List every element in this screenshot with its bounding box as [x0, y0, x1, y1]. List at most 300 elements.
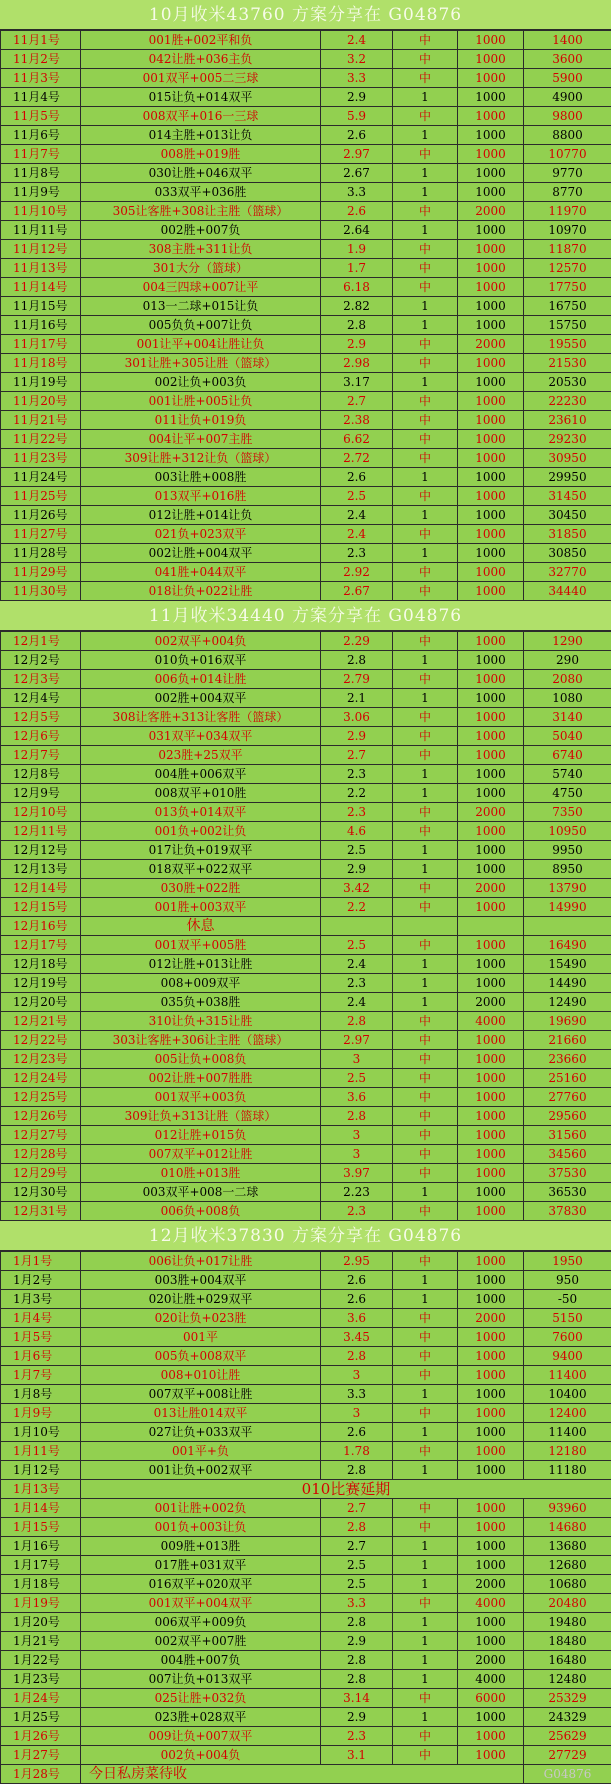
- result-cell: 1: [393, 1651, 458, 1670]
- result-cell: 1: [393, 1385, 458, 1404]
- date-cell: 11月14号: [1, 278, 81, 297]
- table-row: [1, 860, 611, 879]
- total-cell: 9800: [524, 107, 611, 126]
- stake-cell: 1000: [458, 689, 524, 708]
- odds-cell: 2.5: [321, 1556, 393, 1575]
- pick-cell: 001让胜+002负: [81, 1499, 321, 1518]
- date-cell: 11月1号: [1, 31, 81, 50]
- date-cell: 11月2号: [1, 50, 81, 69]
- section-header: 11月收米34440 方案分享在 G04876: [0, 601, 611, 631]
- stake-cell: 2000: [458, 993, 524, 1012]
- total-cell: 25329: [524, 1689, 611, 1708]
- odds-cell: 2.7: [321, 746, 393, 765]
- total-cell: 10950: [524, 822, 611, 841]
- pick-cell: 020让胜+029双平: [81, 1290, 321, 1309]
- odds-cell: 3.3: [321, 183, 393, 202]
- odds-cell: 2.4: [321, 955, 393, 974]
- date-cell: 11月25号: [1, 487, 81, 506]
- date-cell: 12月23号: [1, 1050, 81, 1069]
- total-cell: 19690: [524, 1012, 611, 1031]
- total-cell: 9770: [524, 164, 611, 183]
- stake-cell: 1000: [458, 1126, 524, 1145]
- odds-cell: 2.7: [321, 1537, 393, 1556]
- odds-cell: 2.9: [321, 1708, 393, 1727]
- odds-cell: 2.5: [321, 1575, 393, 1594]
- table-row: [1, 1088, 611, 1107]
- pick-cell: 005让负+008负: [81, 1050, 321, 1069]
- result-cell: 1: [393, 373, 458, 392]
- date-cell: 12月28号: [1, 1145, 81, 1164]
- pick-cell: 008双平+010胜: [81, 784, 321, 803]
- table-row: [1, 917, 611, 936]
- pick-cell: 001让负+002双平: [81, 1461, 321, 1480]
- table-row: [1, 1670, 611, 1689]
- table-row: [1, 297, 611, 316]
- result-cell: 1: [393, 1290, 458, 1309]
- total-cell: 16750: [524, 297, 611, 316]
- stake-cell: 2000: [458, 1575, 524, 1594]
- pick-cell: 001平+负: [81, 1442, 321, 1461]
- stake-cell: 1000: [458, 746, 524, 765]
- total-cell: 36530: [524, 1183, 611, 1202]
- stake-cell: 1000: [458, 670, 524, 689]
- pick-cell: 008双平+016一三球: [81, 107, 321, 126]
- total-cell: 34560: [524, 1145, 611, 1164]
- odds-cell: 5.9: [321, 107, 393, 126]
- stake-cell: 1000: [458, 1145, 524, 1164]
- stake-cell: 1000: [458, 632, 524, 651]
- stake-cell: 1000: [458, 1613, 524, 1632]
- table-row: [1, 1651, 611, 1670]
- stake-cell: 1000: [458, 727, 524, 746]
- table-row: [1, 525, 611, 544]
- result-cell: 1: [393, 1670, 458, 1689]
- odds-cell: 2.8: [321, 316, 393, 335]
- total-cell: 17750: [524, 278, 611, 297]
- date-cell: 1月21号: [1, 1632, 81, 1651]
- stake-cell: 1000: [458, 974, 524, 993]
- pick-cell: 001胜+003双平: [81, 898, 321, 917]
- date-cell: 1月15号: [1, 1518, 81, 1537]
- stake-cell: 1000: [458, 1202, 524, 1221]
- stake-cell: 1000: [458, 221, 524, 240]
- total-cell: 13680: [524, 1537, 611, 1556]
- odds-cell: 2.97: [321, 1031, 393, 1050]
- results-table: [0, 30, 611, 601]
- total-cell: -50: [524, 1290, 611, 1309]
- date-cell: 11月29号: [1, 563, 81, 582]
- date-cell: 12月29号: [1, 1164, 81, 1183]
- stake-cell: 1000: [458, 31, 524, 50]
- date-cell: 11月22号: [1, 430, 81, 449]
- total-cell: 5900: [524, 69, 611, 88]
- stake-cell: 1000: [458, 297, 524, 316]
- stake-cell: 2000: [458, 879, 524, 898]
- stake-cell: 1000: [458, 1461, 524, 1480]
- odds-cell: 2.97: [321, 145, 393, 164]
- results-table: [0, 1251, 611, 1784]
- result-cell: 1: [393, 183, 458, 202]
- date-cell: 12月8号: [1, 765, 81, 784]
- total-cell: 13790: [524, 879, 611, 898]
- total-cell: 31450: [524, 487, 611, 506]
- total-cell: 11180: [524, 1461, 611, 1480]
- total-cell: 37830: [524, 1202, 611, 1221]
- result-cell: 1: [393, 974, 458, 993]
- result-cell: 中: [393, 632, 458, 651]
- table-row: [1, 316, 611, 335]
- date-cell: 1月18号: [1, 1575, 81, 1594]
- date-cell: 1月2号: [1, 1271, 81, 1290]
- stake-cell: 1000: [458, 1404, 524, 1423]
- stake-cell: 1000: [458, 1423, 524, 1442]
- table-row: [1, 354, 611, 373]
- date-cell: 1月28号: [1, 1765, 81, 1784]
- total-cell: 93960: [524, 1499, 611, 1518]
- stake-cell: 1000: [458, 1727, 524, 1746]
- pick-cell: 041胜+044双平: [81, 563, 321, 582]
- total-cell: 1080: [524, 689, 611, 708]
- stake-cell: 1000: [458, 784, 524, 803]
- odds-cell: 3: [321, 1404, 393, 1423]
- pick-cell: 004胜+007负: [81, 1651, 321, 1670]
- table-row: [1, 784, 611, 803]
- table-row: [1, 145, 611, 164]
- pick-cell: 001双平+005胜: [81, 936, 321, 955]
- result-cell: 中: [393, 1689, 458, 1708]
- result-cell: 1: [393, 1632, 458, 1651]
- date-cell: 12月20号: [1, 993, 81, 1012]
- stake-cell: 1000: [458, 449, 524, 468]
- odds-cell: 3.06: [321, 708, 393, 727]
- date-cell: 11月23号: [1, 449, 81, 468]
- result-cell: 中: [393, 1499, 458, 1518]
- result-cell: 中: [393, 1031, 458, 1050]
- result-cell: 1: [393, 88, 458, 107]
- date-cell: 12月30号: [1, 1183, 81, 1202]
- total-cell: 2080: [524, 670, 611, 689]
- table-row: [1, 1183, 611, 1202]
- date-cell: 1月9号: [1, 1404, 81, 1423]
- table-row: [1, 411, 611, 430]
- table-row: [1, 430, 611, 449]
- date-cell: 1月6号: [1, 1347, 81, 1366]
- total-cell: 4750: [524, 784, 611, 803]
- stake-cell: 1000: [458, 487, 524, 506]
- stake-cell: 1000: [458, 525, 524, 544]
- result-cell: 中: [393, 1442, 458, 1461]
- stake-cell: 1000: [458, 1499, 524, 1518]
- table-row: [1, 468, 611, 487]
- stake-cell: 1000: [458, 544, 524, 563]
- stake-cell: 1000: [458, 88, 524, 107]
- date-cell: 12月19号: [1, 974, 81, 993]
- result-cell: 中: [393, 898, 458, 917]
- result-cell: [393, 917, 458, 936]
- table-row: [1, 449, 611, 468]
- stake-cell: 1000: [458, 278, 524, 297]
- date-cell: 11月12号: [1, 240, 81, 259]
- date-cell: 11月20号: [1, 392, 81, 411]
- stake-cell: 1000: [458, 1164, 524, 1183]
- stake-cell: 1000: [458, 164, 524, 183]
- table-row: [1, 221, 611, 240]
- table-row: [1, 1556, 611, 1575]
- total-cell: 5150: [524, 1309, 611, 1328]
- pick-cell: 015让负+014双平: [81, 88, 321, 107]
- odds-cell: 3.3: [321, 1385, 393, 1404]
- odds-cell: 2.64: [321, 221, 393, 240]
- date-cell: 12月11号: [1, 822, 81, 841]
- odds-cell: 2.8: [321, 1518, 393, 1537]
- pick-cell: 013负+014双平: [81, 803, 321, 822]
- result-cell: 中: [393, 1145, 458, 1164]
- date-cell: 11月10号: [1, 202, 81, 221]
- pick-cell: 030让胜+046双平: [81, 164, 321, 183]
- date-cell: 11月16号: [1, 316, 81, 335]
- result-cell: 中: [393, 1347, 458, 1366]
- table-row: [1, 689, 611, 708]
- stake-cell: 1000: [458, 563, 524, 582]
- result-cell: 中: [393, 879, 458, 898]
- odds-cell: 2.3: [321, 803, 393, 822]
- stake-cell: 4000: [458, 1594, 524, 1613]
- table-row: [1, 1442, 611, 1461]
- date-cell: 1月4号: [1, 1309, 81, 1328]
- date-cell: 12月17号: [1, 936, 81, 955]
- result-cell: 1: [393, 221, 458, 240]
- stake-cell: 1000: [458, 1031, 524, 1050]
- stake-cell: 1000: [458, 582, 524, 601]
- table-row: [1, 1461, 611, 1480]
- total-cell: 30450: [524, 506, 611, 525]
- date-cell: 1月14号: [1, 1499, 81, 1518]
- result-cell: 中: [393, 487, 458, 506]
- result-cell: 中: [393, 1746, 458, 1765]
- total-cell: 12490: [524, 993, 611, 1012]
- odds-cell: 3.14: [321, 1689, 393, 1708]
- total-cell: 4900: [524, 88, 611, 107]
- table-row: [1, 1423, 611, 1442]
- table-row: [1, 708, 611, 727]
- stake-cell: 1000: [458, 69, 524, 88]
- table-row: [1, 879, 611, 898]
- date-cell: 12月18号: [1, 955, 81, 974]
- result-cell: 1: [393, 689, 458, 708]
- result-cell: 中: [393, 1328, 458, 1347]
- stake-cell: 1000: [458, 316, 524, 335]
- results-table: [0, 631, 611, 1221]
- odds-cell: 2.29: [321, 632, 393, 651]
- odds-cell: 2.9: [321, 335, 393, 354]
- table-row: [1, 506, 611, 525]
- pick-cell: 008+010让胜: [81, 1366, 321, 1385]
- stake-cell: [458, 917, 524, 936]
- stake-cell: 1000: [458, 1632, 524, 1651]
- total-cell: 10970: [524, 221, 611, 240]
- table-row: [1, 240, 611, 259]
- pick-cell: 018让负+022让胜: [81, 582, 321, 601]
- total-cell: 18480: [524, 1632, 611, 1651]
- date-cell: 1月17号: [1, 1556, 81, 1575]
- postponed-note: 010比赛延期: [81, 1480, 611, 1499]
- pick-cell: 013一二球+015让负: [81, 297, 321, 316]
- date-cell: 11月7号: [1, 145, 81, 164]
- stake-cell: 1000: [458, 1107, 524, 1126]
- total-cell: 29950: [524, 468, 611, 487]
- pick-cell: 001平: [81, 1328, 321, 1347]
- table-row: [1, 1012, 611, 1031]
- odds-cell: 2.3: [321, 544, 393, 563]
- total-cell: 9950: [524, 841, 611, 860]
- pick-cell: 006负+014让胜: [81, 670, 321, 689]
- date-cell: 12月4号: [1, 689, 81, 708]
- total-cell: 10770: [524, 145, 611, 164]
- stake-cell: 1000: [458, 841, 524, 860]
- odds-cell: 6.18: [321, 278, 393, 297]
- odds-cell: 2.5: [321, 1069, 393, 1088]
- odds-cell: 2.6: [321, 1423, 393, 1442]
- stake-cell: 1000: [458, 1271, 524, 1290]
- total-cell: 29560: [524, 1107, 611, 1126]
- odds-cell: 2.2: [321, 784, 393, 803]
- pick-cell: 003双平+008一二球: [81, 1183, 321, 1202]
- table-row: [1, 1689, 611, 1708]
- date-cell: 12月9号: [1, 784, 81, 803]
- date-cell: 12月5号: [1, 708, 81, 727]
- total-cell: 11970: [524, 202, 611, 221]
- table-row: [1, 335, 611, 354]
- table-row: [1, 1271, 611, 1290]
- odds-cell: 2.3: [321, 974, 393, 993]
- date-cell: 1月11号: [1, 1442, 81, 1461]
- odds-cell: 1.9: [321, 240, 393, 259]
- total-cell: 1290: [524, 632, 611, 651]
- odds-cell: 1.7: [321, 259, 393, 278]
- odds-cell: 2.6: [321, 202, 393, 221]
- stake-cell: 1000: [458, 126, 524, 145]
- stake-cell: 1000: [458, 1385, 524, 1404]
- table-row: [1, 107, 611, 126]
- date-cell: 1月22号: [1, 1651, 81, 1670]
- odds-cell: 2.3: [321, 1202, 393, 1221]
- total-cell: 14490: [524, 974, 611, 993]
- odds-cell: 2.5: [321, 487, 393, 506]
- watermark-cell: G04876: [524, 1765, 611, 1784]
- result-cell: 中: [393, 1594, 458, 1613]
- pick-cell: 020让负+023胜: [81, 1309, 321, 1328]
- pick-cell: 017让负+019双平: [81, 841, 321, 860]
- date-cell: 12月3号: [1, 670, 81, 689]
- date-cell: 1月12号: [1, 1461, 81, 1480]
- result-cell: 中: [393, 525, 458, 544]
- table-row: [1, 936, 611, 955]
- date-cell: 11月3号: [1, 69, 81, 88]
- pending-note: 今日私房菜待收: [81, 1765, 524, 1784]
- table-row: [1, 1366, 611, 1385]
- date-cell: 11月28号: [1, 544, 81, 563]
- odds-cell: 2.98: [321, 354, 393, 373]
- odds-cell: 2.6: [321, 1271, 393, 1290]
- odds-cell: 2.72: [321, 449, 393, 468]
- result-cell: 中: [393, 1164, 458, 1183]
- date-cell: 1月25号: [1, 1708, 81, 1727]
- pick-cell: 023胜+028双平: [81, 1708, 321, 1727]
- odds-cell: 2.95: [321, 1252, 393, 1271]
- table-row: [1, 1518, 611, 1537]
- odds-cell: 2.8: [321, 1670, 393, 1689]
- total-cell: 29230: [524, 430, 611, 449]
- table-row: [1, 1145, 611, 1164]
- odds-cell: 3: [321, 1145, 393, 1164]
- result-cell: 中: [393, 354, 458, 373]
- odds-cell: 2.4: [321, 993, 393, 1012]
- odds-cell: 2.92: [321, 563, 393, 582]
- total-cell: 7350: [524, 803, 611, 822]
- pick-cell: 006让负+017让胜: [81, 1252, 321, 1271]
- result-cell: 1: [393, 784, 458, 803]
- pick-cell: 013双平+016胜: [81, 487, 321, 506]
- odds-cell: 3: [321, 1050, 393, 1069]
- result-cell: 中: [393, 145, 458, 164]
- result-cell: 中: [393, 1309, 458, 1328]
- table-row: [1, 1632, 611, 1651]
- pick-cell: 012让胜+015负: [81, 1126, 321, 1145]
- total-cell: 22230: [524, 392, 611, 411]
- pick-cell: 305让客胜+308让主胜（篮球）: [81, 202, 321, 221]
- date-cell: 12月24号: [1, 1069, 81, 1088]
- date-cell: 12月27号: [1, 1126, 81, 1145]
- table-row: [1, 31, 611, 50]
- result-cell: 中: [393, 411, 458, 430]
- result-cell: 中: [393, 1069, 458, 1088]
- result-cell: 中: [393, 240, 458, 259]
- pick-cell: 002双平+007胜: [81, 1632, 321, 1651]
- total-cell: 12180: [524, 1442, 611, 1461]
- stake-cell: 1000: [458, 107, 524, 126]
- odds-cell: 2.6: [321, 126, 393, 145]
- table-row: [1, 1309, 611, 1328]
- pick-cell: 002让胜+004双平: [81, 544, 321, 563]
- table-row: [1, 841, 611, 860]
- table-row: [1, 1537, 611, 1556]
- total-cell: 290: [524, 651, 611, 670]
- odds-cell: 2.3: [321, 1727, 393, 1746]
- table-row: [1, 1328, 611, 1347]
- total-cell: 10680: [524, 1575, 611, 1594]
- total-cell: 3600: [524, 50, 611, 69]
- stake-cell: 1000: [458, 411, 524, 430]
- total-cell: 5740: [524, 765, 611, 784]
- pick-cell: 010胜+013胜: [81, 1164, 321, 1183]
- pick-cell: 007双平+008让胜: [81, 1385, 321, 1404]
- result-cell: 中: [393, 259, 458, 278]
- date-cell: 12月16号: [1, 917, 81, 936]
- pick-cell: 027让负+033双平: [81, 1423, 321, 1442]
- result-cell: 1: [393, 1423, 458, 1442]
- stake-cell: 4000: [458, 1670, 524, 1689]
- pick-cell: 023胜+25双平: [81, 746, 321, 765]
- table-row: [1, 1347, 611, 1366]
- odds-cell: 2.5: [321, 936, 393, 955]
- odds-cell: [321, 917, 393, 936]
- odds-cell: 2.38: [321, 411, 393, 430]
- date-cell: 1月7号: [1, 1366, 81, 1385]
- table-row: [1, 69, 611, 88]
- date-cell: 11月11号: [1, 221, 81, 240]
- total-cell: 10400: [524, 1385, 611, 1404]
- result-cell: 中: [393, 335, 458, 354]
